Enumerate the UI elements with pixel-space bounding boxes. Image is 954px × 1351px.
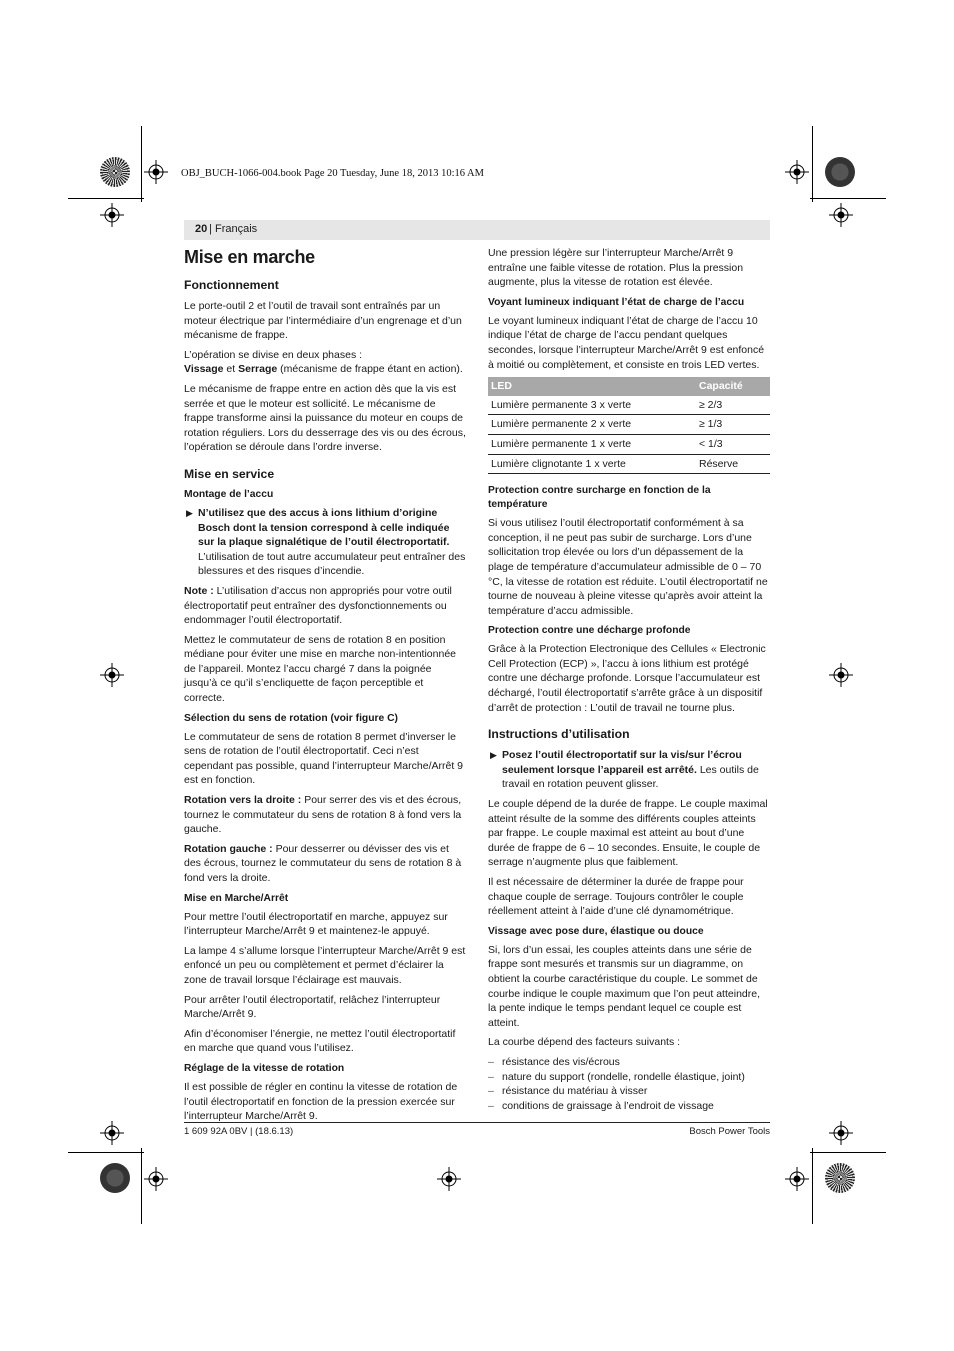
paragraph: Une pression légère sur l’interrupteur Marche/Arrêt 9 entraîne une faible vitesse de rotation. Plus la pression augmente, plus la vitesse de rotation est élevée.: [488, 247, 744, 289]
table-cell: Réserve: [696, 454, 770, 474]
color-rosette-icon: [825, 157, 855, 187]
color-rosette-icon: [100, 1163, 130, 1193]
registration-mark-icon: [829, 203, 853, 227]
registration-mark-icon: [437, 1167, 461, 1191]
table-header-row: [488, 377, 770, 396]
registration-mark-icon: [100, 203, 124, 227]
table-row: [488, 415, 770, 435]
footer-brand: Bosch Power Tools: [689, 1126, 770, 1137]
led-capacity-table: [488, 377, 770, 474]
bullet-triangle-icon: ▶: [186, 507, 193, 518]
page-header: [184, 220, 770, 240]
list-item: – résistance des vis/écrous: [488, 1055, 620, 1068]
color-rosette-icon: [825, 1163, 855, 1193]
table-cell: Lumière permanente 3 x verte: [488, 396, 696, 415]
term-serrage: Serrage: [238, 363, 278, 376]
paragraph: Si, lors d’un essai, les couples atteints dans une série de frappe sont mesurés et transmis sur un diagramme, on obtient la courbe caractéristique du couple. Le sommet de courbe indique le couple maximum que l’on peut atteindre, la pente indique le temps pendant lequel ce couple est atteint.: [488, 943, 761, 1029]
heading-marche-arret: Mise en Marche/Arrêt: [184, 892, 289, 904]
page-number: 20: [195, 223, 208, 235]
warning-item: ▶ Posez l’outil électroportatif sur la vis/sur l’écrou seulement lorsque l’appareil est arrêté. Les outils de travail en rotation peuvent glisser.: [490, 749, 759, 791]
paragraph-rotation-droite: Rotation vers la droite : Pour serrer des vis et des écrous, tournez le commutateur du sens de rotation 8 à fond vers la gauche.: [184, 794, 462, 836]
heading-decharge: Protection contre une décharge profonde: [488, 625, 691, 637]
left-column: [184, 246, 466, 1129]
table-cell: Lumière permanente 2 x verte: [488, 415, 696, 435]
registration-mark-icon: [785, 1167, 809, 1191]
heading-instructions: Instructions d’utilisation: [488, 727, 630, 742]
paragraph: Il est nécessaire de déterminer la durée de frappe pour chaque couple de serrage. Toujours contrôler le couple réellement atteint à l’aide d’une clé dynamométrique.: [488, 876, 744, 918]
table-row: [488, 396, 770, 415]
bullet-triangle-icon: ▶: [490, 750, 497, 761]
heading-selection-sens: Sélection du sens de rotation (voir figure C): [184, 712, 398, 724]
table-row: [488, 454, 770, 474]
header-separator: |: [209, 223, 212, 235]
paragraph-phases: Vissage et Serrage (mécanisme de frappe étant en action).: [184, 363, 463, 376]
list-item: – nature du support (rondelle, rondelle élastique, joint): [488, 1070, 745, 1083]
color-rosette-icon: [100, 157, 130, 187]
paragraph: Grâce à la Protection Electronique des Cellules « Electronic Cell Protection (ECP) », l’accu à ions lithium est protégé contre une décharge profonde. Lorsque l’accumulateur est déchargé, l’outil électroportatif s’arrête grâce à un dispositif d’arrêt de protection : L’outil de travail ne tourne plus.: [488, 643, 766, 714]
footer-reference: 1 609 92A 0BV | (18.6.13): [184, 1126, 294, 1137]
paragraph: Si vous utilisez l’outil électroportatif conformément à sa conception, il ne peut pas subir de surcharge. Lors d’une sollicitation trop élevée ou lors d’un dépassement de la plage de température d’accumulateur admissible de 0 – 70 °C, la vitesse de rotation est réduite. L’outil électroportatif ne tourne de nouveau à pleine vitesse qu’après avoir atteint la température d’accu admissible.: [488, 517, 768, 617]
note-paragraph: Note : L’utilisation d’accus non appropriés pour votre outil électroportatif peut entraîner des dysfonctionnements ou endommager l’outil électroportatif.: [184, 584, 452, 627]
heading-reglage-vitesse: Réglage de la vitesse de rotation: [184, 1062, 345, 1074]
paragraph: Le mécanisme de frappe entre en action dès que la vis est serrée et que le moteur est sollicité. Le mécanisme de frappe transforme ainsi la puissance du moteur en coups de rotation réguliers. Lors du desserrage des vis ou des écrous, l’opération se déroule dans l’ordre inverse.: [184, 382, 466, 454]
paragraph: Le voyant lumineux indiquant l’état de charge de l’accu 10 indique l’état de charge de l’accu pendant quelques secondes, lorsque l’interrupteur Marche/Arrêt 9 est enfoncé à moitié ou complètement, et consiste en trois LED vertes.: [488, 314, 765, 371]
factor-list: [488, 1055, 770, 1113]
footer-rule: [184, 1122, 770, 1123]
heading-voyant: Voyant lumineux indiquant l’état de charge de l’accu: [488, 296, 745, 308]
header-language: Français: [215, 223, 258, 235]
registration-mark-icon: [144, 160, 168, 184]
table-cell: ≥ 1/3: [696, 415, 770, 435]
paragraph: La courbe dépend des facteurs suivants :: [488, 1036, 681, 1049]
paragraph: Pour arrêter l’outil électroportatif, relâchez l’interrupteur Marche/Arrêt 9.: [184, 993, 441, 1021]
table-header-cell: Capacité: [696, 377, 770, 396]
paragraph: Afin d’économiser l’énergie, ne mettez l’outil électroportatif en marche que quand vous l’utilisez.: [184, 1027, 456, 1055]
registration-mark-icon: [829, 663, 853, 687]
paragraph: La lampe 4 s’allume lorsque l’interrupteur Marche/Arrêt 9 est enfoncé un peu ou complètement et permet d’éclairer la zone de travail lorsque l’éclairage est mauvais.: [184, 944, 466, 986]
list-item: – conditions de graissage à l’endroit de vissage: [488, 1099, 714, 1112]
table-row: [488, 434, 770, 454]
heading-vissage-pose: Vissage avec pose dure, élastique ou douce: [488, 925, 704, 937]
right-column: [488, 246, 770, 1113]
table-header-cell: LED: [488, 377, 696, 396]
registration-mark-icon: [100, 1121, 124, 1145]
registration-mark-icon: [829, 1121, 853, 1145]
heading-montage-accu: Montage de l’accu: [184, 488, 274, 500]
paragraph: Pour mettre l’outil électroportatif en marche, appuyez sur l’interrupteur Marche/Arrêt 9 et maintenez-le appuyé.: [184, 910, 448, 938]
table-cell: < 1/3: [696, 434, 770, 454]
paragraph: Le couple dépend de la durée de frappe. Le couple maximal atteint résulte de la somme des différents couples atteints par frappe. Le couple maximal est atteint au bout d’une durée de frappe de 6 – 10 secondes. Ensuite, le couple de serrage n’augmente plus que faiblement.: [488, 798, 768, 869]
paragraph: Le porte-outil 2 et l’outil de travail sont entraînés par un moteur électrique par l’intermédiaire d’un engrenage et d’un mécanisme de frappe.: [184, 300, 462, 342]
book-info-line: OBJ_BUCH-1066-004.book Page 20 Tuesday, June 18, 2013 10:16 AM: [181, 168, 484, 179]
term-vissage: Vissage: [184, 363, 224, 376]
section-title: Mise en marche: [184, 247, 315, 267]
paragraph-rotation-gauche: Rotation gauche : Pour desserrer ou dévisser des vis et des écrous, tournez le commutateur du sens de rotation 8 à fond vers la droite.: [184, 842, 462, 884]
table-cell: Lumière clignotante 1 x verte: [488, 454, 696, 474]
paragraph: Il est possible de régler en continu la vitesse de rotation de l’outil électroportatif en fonction de la pression exercée sur l’interrupteur Marche/Arrêt 9.: [184, 1080, 458, 1123]
list-item: – résistance du matériau à visser: [488, 1085, 648, 1098]
paragraph: Le commutateur de sens de rotation 8 permet d’inverser le sens de rotation de l’outil électroportatif. Ceci n’est cependant pas possible, quand l’interrupteur Marche/Arrêt 9 est en fonction.: [184, 730, 463, 787]
heading-fonctionnement: Fonctionnement: [184, 278, 279, 292]
paragraph: Mettez le commutateur de sens de rotation 8 en position médiane pour éviter une mise en marche non-intentionnée de l’appareil. Montez l’accu chargé 7 dans la poignée jusqu’à ce qu’il s’encliquette de façon perceptible et correcte.: [184, 633, 457, 705]
heading-mise-en-service: Mise en service: [184, 466, 275, 481]
registration-mark-icon: [100, 663, 124, 687]
registration-mark-icon: [785, 160, 809, 184]
heading-surcharge: Protection contre surcharge en fonction de la température: [488, 485, 711, 511]
registration-mark-icon: [144, 1167, 168, 1191]
paragraph: L’opération se divise en deux phases :: [184, 348, 363, 361]
table-cell: ≥ 2/3: [696, 396, 770, 415]
table-cell: Lumière permanente 1 x verte: [488, 434, 696, 454]
warning-item: ▶ N’utilisez que des accus à ions lithium d’origine Bosch dont la tension correspond à celle indiquée sur la plaque signalétique de l’outil électroportatif. L’utilisation de tout autre accumulateur peut entraîner des blessures et des risques d’incendie.: [186, 506, 466, 578]
